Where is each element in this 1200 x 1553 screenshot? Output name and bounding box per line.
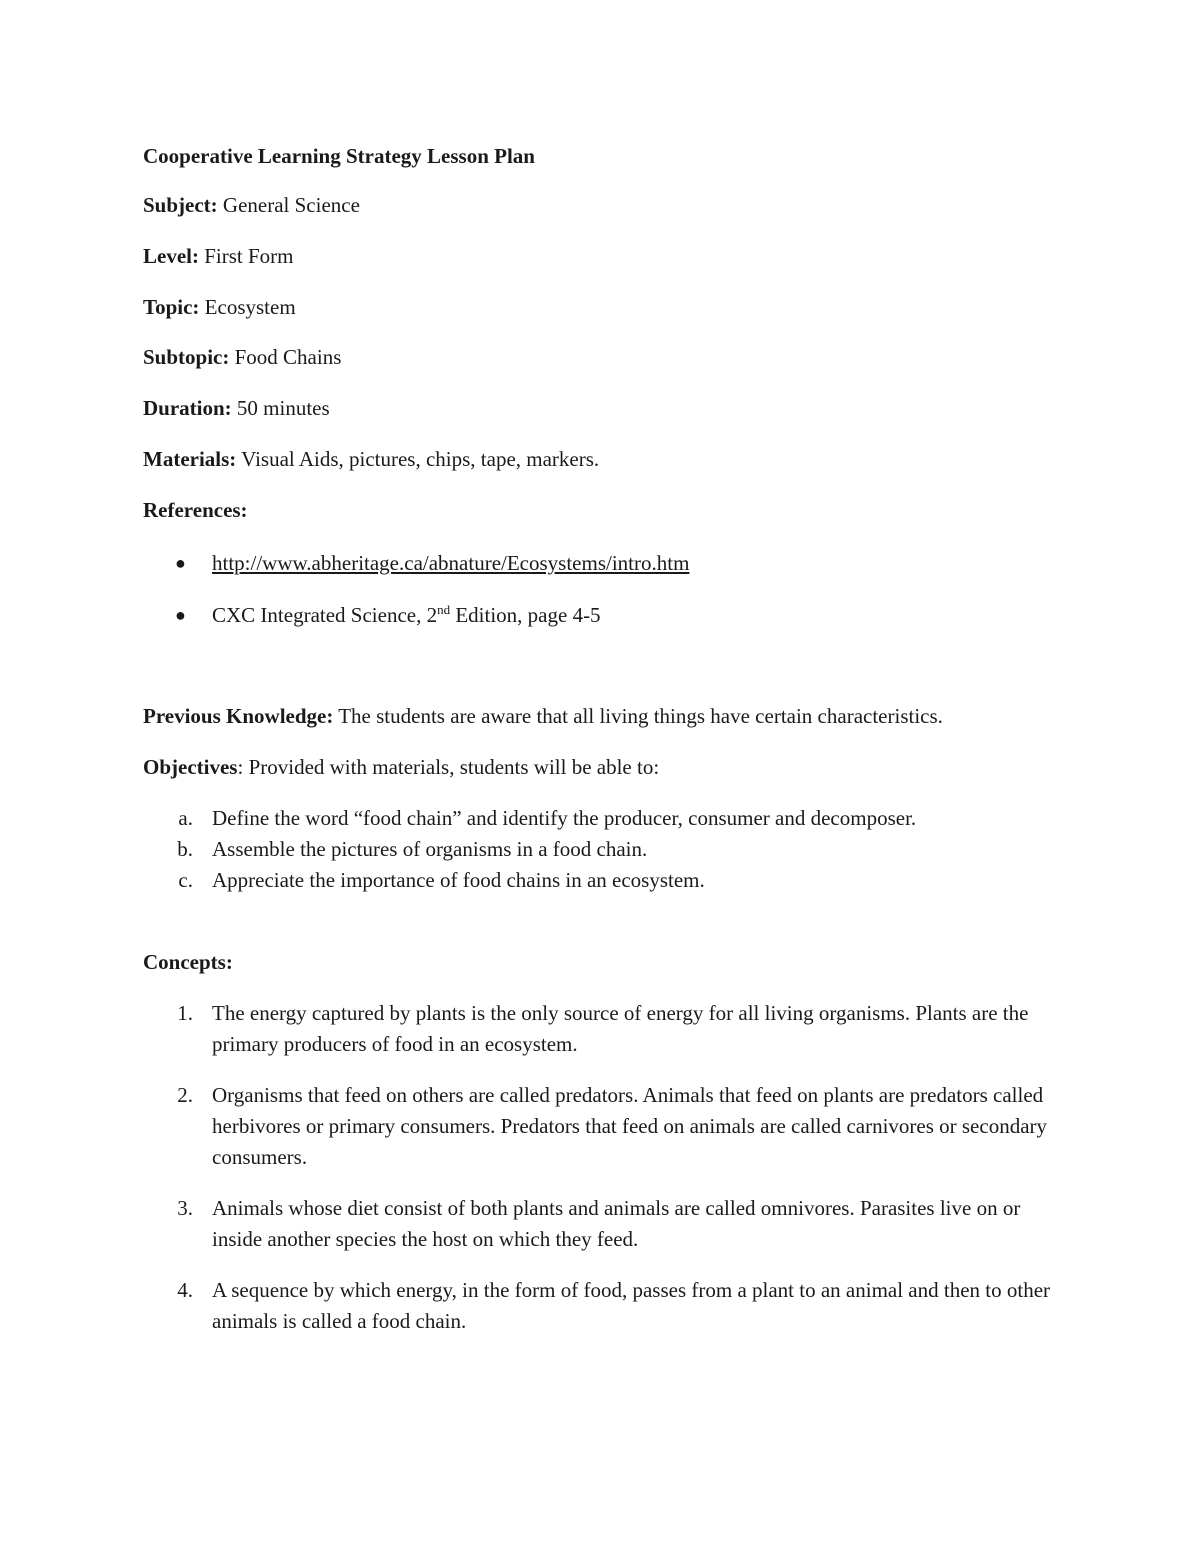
concept-text: The energy captured by plants is the only source of energy for all living organisms. Plants are the primary producers of food in an ecosystem. — [212, 1001, 1029, 1056]
concept-text: Organisms that feed on others are called predators. Animals that feed on plants are predators called herbivores or primary consumers. Predators that feed on animals are called carnivores or secondary consumers. — [212, 1083, 1048, 1169]
duration-value: 50 minutes — [231, 396, 330, 420]
concepts-heading: Concepts: — [143, 950, 233, 974]
objectives-intro — [143, 752, 659, 783]
subtopic-field — [143, 342, 341, 373]
ordinal-suffix: nd — [437, 602, 451, 617]
concept-text: Animals whose diet consist of both plants and animals are called omnivores. Parasites live on or inside another species the host on which they feed. — [212, 1196, 1021, 1251]
bullet-icon: ● — [175, 553, 186, 573]
reference-link[interactable]: http://www.abheritage.ca/abnature/Ecosystems/intro.htm — [212, 551, 690, 575]
objectives-value: : Provided with materials, students will be able to: — [237, 755, 660, 779]
list-marker: 3. — [177, 1196, 193, 1220]
subject-field — [143, 190, 360, 221]
references-heading: References: — [143, 498, 248, 522]
materials-label: Materials: — [143, 447, 237, 471]
level-value: First Form — [198, 244, 294, 268]
topic-label: Topic: — [143, 295, 200, 319]
objective-text: Define the word “food chain” and identify the producer, consumer and decomposer. — [212, 806, 917, 830]
subtopic-value: Food Chains — [229, 345, 342, 369]
previous-knowledge-value: The students are aware that all living things have certain characteristics. — [333, 704, 943, 728]
materials-value: Visual Aids, pictures, chips, tape, markers. — [236, 447, 600, 471]
materials-field — [143, 444, 599, 475]
list-marker: 4. — [177, 1278, 193, 1302]
list-marker: c. — [178, 868, 193, 892]
objective-text: Appreciate the importance of food chains in an ecosystem. — [212, 868, 705, 892]
objective-text: Assemble the pictures of organisms in a food chain. — [212, 837, 648, 861]
list-marker: 1. — [177, 1001, 193, 1025]
level-label: Level: — [143, 244, 199, 268]
level-field — [143, 241, 294, 272]
previous-knowledge-label: Previous Knowledge: — [143, 704, 334, 728]
list-marker: 2. — [177, 1083, 193, 1107]
objectives-label: Objectives — [143, 755, 238, 779]
list-marker: a. — [178, 806, 193, 830]
concept-text: A sequence by which energy, in the form of food, passes from a plant to an animal and then to other animals is called a food chain. — [212, 1278, 1051, 1333]
topic-value: Ecosystem — [199, 295, 296, 319]
previous-knowledge — [143, 701, 943, 732]
subtopic-label: Subtopic: — [143, 345, 230, 369]
reference-text: CXC Integrated Science, 2nd Edition, page 4-5 — [212, 602, 601, 627]
duration-field — [143, 393, 330, 424]
bullet-icon: ● — [175, 605, 186, 625]
duration-label: Duration: — [143, 396, 232, 420]
subject-value: General Science — [217, 193, 360, 217]
subject-label: Subject: — [143, 193, 218, 217]
topic-field — [143, 292, 296, 323]
list-marker: b. — [177, 837, 193, 861]
document-title: Cooperative Learning Strategy Lesson Plan — [143, 144, 535, 168]
